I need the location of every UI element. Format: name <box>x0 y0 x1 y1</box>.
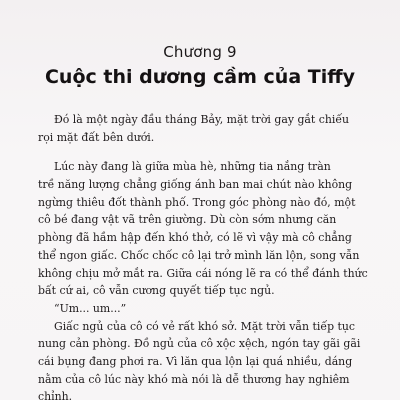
text-line: rọi mặt đất bên dưới. <box>38 130 155 144</box>
text-line: Lúc này đang là giữa mùa hè, những tia nắng tràn <box>54 160 331 174</box>
text-line: nung cản phòng. Đồ ngủ của cô xộc xệch, ngón tay gãi gãi <box>38 337 361 351</box>
chapter-body <box>38 111 372 400</box>
chapter-heading <box>0 42 400 89</box>
chapter-title: Cuộc thi dương cầm của Tiffy <box>44 66 356 88</box>
text-line: cái bụng đang phơi ra. Vì lăn qua lộn lại quá nhiều, dáng <box>38 354 353 368</box>
text-line: thể ngon giấc. Chốc chốc cô lại trở mình lăn lộn, song vẫn <box>38 248 360 262</box>
text-line: cô bé đang vật vã trên giường. Dù còn sớm nhưng căn <box>38 213 337 227</box>
text-line: bất cứ ai, cô vẫn cương quyết tiếp tục ngủ. <box>38 284 275 298</box>
text-line: ngừng thiêu đốt thành phố. Trong góc phòng nào đó, một <box>38 195 356 209</box>
text-line: “Um... um...” <box>54 301 127 315</box>
text-line: chỉnh. <box>38 390 73 400</box>
text-line: phòng đã hầm hập đến khó thở, có lẽ vì vậy mà cô chẳng <box>38 231 352 245</box>
paragraph-2 <box>38 158 372 300</box>
paragraph-3 <box>38 300 372 318</box>
text-line: Giấc ngủ của cô có vẻ rất khó sở. Mặt trời vẫn tiếp tục <box>54 319 356 333</box>
paragraph-4 <box>38 318 372 400</box>
text-line: Đó là một ngày đầu tháng Bảy, mặt trời gay gắt chiếu <box>54 113 350 126</box>
text-line: không chịu mở mắt ra. Giữa cái nóng lẽ ra có thể đánh thức <box>38 266 368 280</box>
paragraph-1 <box>38 111 372 146</box>
chapter-number: Chương 9 <box>163 43 237 61</box>
text-line: nằm của cô lúc này khó mà nói là dễ thương hay nghiêm <box>38 372 350 386</box>
text-line: trề năng lượng chẳng giống ánh ban mai chút nào không <box>38 178 353 192</box>
